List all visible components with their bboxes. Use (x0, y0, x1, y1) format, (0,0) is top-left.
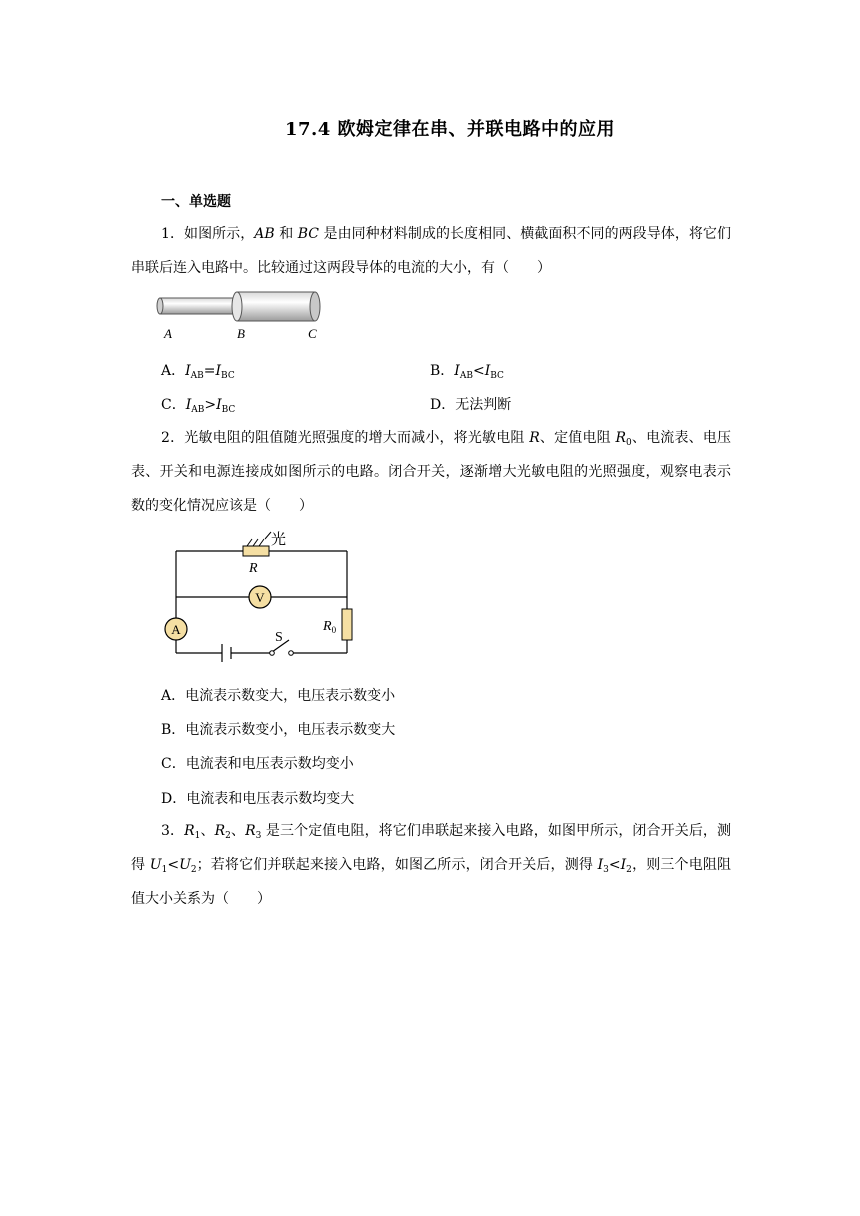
photoresistor-label: R (249, 561, 258, 576)
question-1-option-d: D．无法判断 (430, 397, 512, 413)
question-2-option-a: A．电流表示数变大，电压表示数变小 (161, 688, 396, 704)
figure-label-a: A (164, 326, 172, 341)
conductor-figure (150, 288, 340, 346)
voltmeter-label: V (255, 590, 265, 605)
circuit-diagram (155, 524, 360, 669)
question-2-option-d: D．电流表和电压表示数均变大 (161, 791, 355, 807)
ammeter-label: A (171, 622, 181, 637)
question-2-option-c: C．电流表和电压表示数均变小 (161, 756, 354, 772)
section-heading: 一、单选题 (161, 194, 231, 210)
question-1-option-b: B．$I_{AB}<I_{BC}$ (430, 363, 504, 381)
figure-label-c: C (308, 326, 317, 341)
light-label: 光 (271, 532, 287, 548)
question-1-option-a: A．$I_{AB}=I_{BC}$ (161, 363, 235, 381)
page-title: 17.4 欧姆定律在串、并联电路中的应用 (284, 119, 616, 140)
switch-label: S (275, 630, 283, 645)
figure-label-b: B (237, 326, 245, 341)
fixed-resistor-label: $R_0$ (323, 619, 337, 635)
question-3-text: 3．$R_1$、$R_2$、$R_3$ 是三个定值电阻，将它们串联起来接入电路，如图甲所示，闭合开关后，测得 $U_1<U_2$；若将它们并联起来接入电路，如图乙所示，闭合开关后，测得 $I_3<I_2$，则三个电阻阻值大小关系为（ ） (131, 823, 732, 907)
question-2-text: 2．光敏电阻的阻值随光照强度的增大而减小，将光敏电阻 R、定值电阻 $R_0$、电流表、电压表、开关和电源连接成如图所示的电路。闭合开关，逐渐增大光敏电阻的光照强度，观察电表示数的变化情况应该是（ ） (131, 430, 732, 514)
question-1-text: 1．如图所示，AB 和 BC 是由同种材料制成的长度相同、横截面积不同的两段导体，将它们串联后连入电路中。比较通过这两段导体的电流的大小，有（ ） (131, 226, 731, 276)
question-2-option-b: B．电流表示数变小，电压表示数变大 (161, 722, 396, 738)
question-1-option-c: C．$I_{AB}>I_{BC}$ (161, 397, 236, 415)
